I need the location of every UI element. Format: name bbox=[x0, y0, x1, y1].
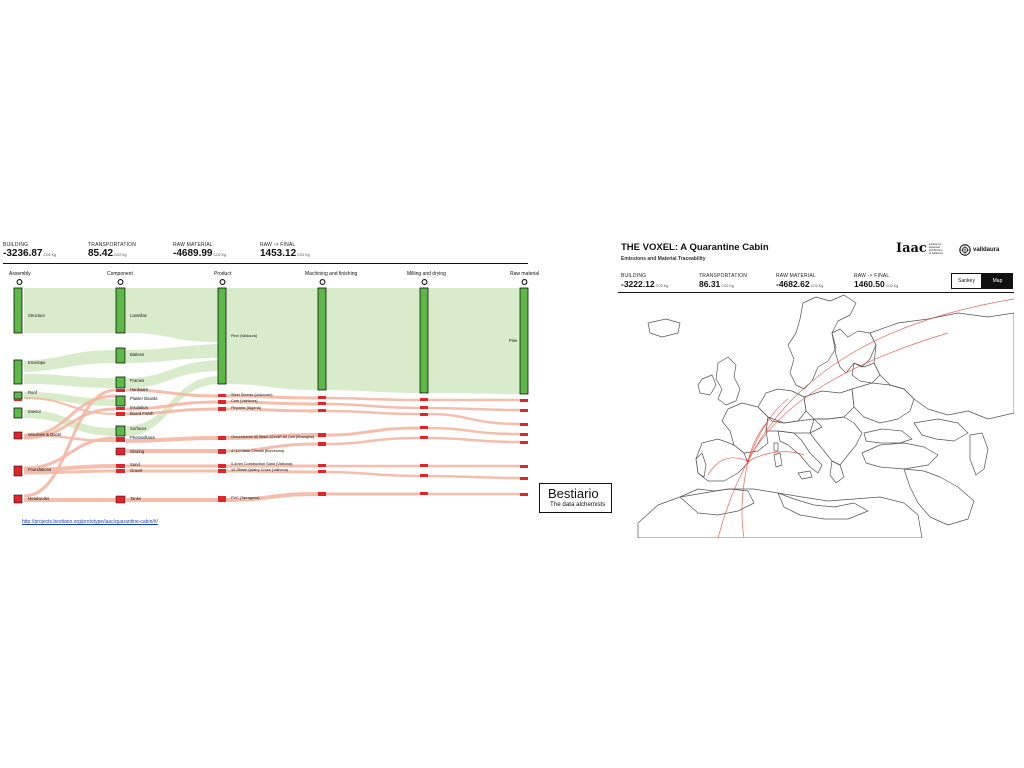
node-label-insulation[interactable]: Insulation bbox=[130, 405, 148, 410]
outline-sardinia bbox=[774, 453, 782, 467]
flow-red-40 bbox=[428, 476, 520, 478]
metric-label: RAW MATERIAL bbox=[173, 242, 213, 248]
node-bar-climalit bbox=[218, 449, 226, 454]
flow-red-28 bbox=[326, 411, 420, 414]
route-north-africa-2 bbox=[742, 461, 748, 538]
node-bar-roof bbox=[14, 392, 22, 399]
node-bar-milling-pine bbox=[420, 288, 428, 393]
metric-value: -3222.12CO2 Kg bbox=[621, 279, 669, 289]
flow-red-36 bbox=[428, 414, 520, 424]
outline-scandinavia bbox=[788, 295, 856, 389]
right-metric-raw-material bbox=[776, 273, 823, 289]
route-map[interactable] bbox=[618, 293, 1014, 538]
node-bar-milling-red-5 bbox=[420, 436, 428, 439]
machining-bars bbox=[318, 288, 326, 496]
outline-sicily bbox=[798, 471, 812, 479]
node-bar-cork bbox=[218, 400, 226, 404]
node-bar-sand bbox=[116, 464, 125, 468]
raw-bars bbox=[520, 288, 528, 496]
bestiario-logo-subtitle: The data alchemists bbox=[550, 501, 606, 508]
node-bar-gravel bbox=[116, 469, 125, 473]
flow-red-26 bbox=[326, 398, 420, 400]
node-bar-machining-red-1 bbox=[318, 396, 326, 399]
route-east-europe bbox=[748, 333, 948, 461]
outline-sweden-finland bbox=[832, 329, 876, 373]
node-bar-milling-red-7 bbox=[420, 474, 428, 477]
node-bar-plaster bbox=[116, 396, 125, 406]
node-label-interior[interactable]: Interior bbox=[28, 409, 42, 414]
node-bar-lamellas bbox=[116, 288, 125, 333]
left-panel bbox=[0, 238, 606, 538]
outline-belarus-ukraine bbox=[852, 383, 914, 423]
node-label-sand[interactable]: Sand bbox=[130, 462, 140, 467]
bestiario-logo bbox=[539, 483, 612, 513]
node-bar-photovoltaics bbox=[116, 437, 125, 442]
column-header-product[interactable]: Product bbox=[214, 271, 232, 277]
outline-baltics bbox=[852, 363, 880, 383]
outline-middle-east bbox=[904, 469, 974, 525]
node-bar-frames bbox=[116, 377, 125, 388]
outline-tunisia-libya bbox=[778, 493, 868, 519]
tab-sankey[interactable]: Sankey bbox=[951, 273, 982, 289]
node-label-pinpanix[interactable]: Pinpanix (Algeria) bbox=[231, 406, 261, 410]
node-bar-machining-red-7 bbox=[318, 470, 326, 473]
outline-north-africa bbox=[638, 489, 922, 538]
right-metric-transportation bbox=[699, 273, 747, 289]
product-bars bbox=[218, 288, 226, 502]
flow-red-35 bbox=[428, 408, 520, 410]
outline-benelux-germany bbox=[758, 389, 806, 423]
metric-value: 86.31CO2 Kg bbox=[699, 279, 734, 289]
node-label-quarry-crush[interactable]: 12-35mm Quarry Crush (Valbona) bbox=[231, 468, 289, 472]
node-bar-milling-red-3 bbox=[420, 413, 428, 416]
node-label-cork[interactable]: Cork (Valdaura) bbox=[231, 399, 258, 403]
metric-label: RAW -> FINAL bbox=[260, 242, 296, 248]
column-header-milling[interactable]: Milling and drying bbox=[407, 271, 446, 277]
node-label-roof[interactable]: Roof bbox=[28, 390, 37, 395]
node-bar-construction-sand bbox=[218, 464, 226, 468]
node-label-pvc[interactable]: PVC (Tarragona) bbox=[231, 496, 260, 500]
right-metric-raw-final bbox=[854, 273, 898, 289]
iaac-logo bbox=[896, 241, 943, 256]
valldaura-logo bbox=[959, 244, 999, 256]
node-bar-machining-pine bbox=[318, 288, 326, 390]
column-header-machining[interactable]: Machining and finishing bbox=[305, 271, 358, 277]
column-header-assembly[interactable]: Assembly bbox=[9, 271, 31, 277]
node-bar-machining-red-3 bbox=[318, 409, 326, 412]
node-bar-interior bbox=[14, 408, 22, 418]
node-bar-machining-red-4 bbox=[318, 433, 326, 437]
node-bar-surfaces bbox=[116, 426, 125, 436]
node-label-lamellas[interactable]: Lamellas bbox=[130, 313, 147, 318]
node-bar-milling-red-8 bbox=[420, 492, 428, 495]
node-bar-raw-red-2 bbox=[520, 409, 528, 412]
country-outlines bbox=[638, 295, 1014, 538]
node-bar-raw-red-4 bbox=[520, 433, 528, 436]
tab-map[interactable]: Map bbox=[982, 273, 1013, 289]
node-label-pine-valdaura[interactable]: Pine (Valdaura) bbox=[231, 334, 258, 338]
node-bar-windows bbox=[14, 432, 22, 439]
node-bar-milling-red-1 bbox=[420, 398, 428, 401]
flow-red-32 bbox=[326, 472, 420, 476]
node-bar-glazing bbox=[116, 448, 125, 455]
outline-iberia bbox=[696, 439, 748, 481]
iaac-logo-mark: Iaac bbox=[896, 241, 927, 256]
flow-red-29 bbox=[326, 428, 420, 435]
metric-label: TRANSPORTATION bbox=[699, 273, 748, 279]
node-bar-raw-red-3 bbox=[520, 423, 528, 426]
route-north-africa-1 bbox=[718, 461, 748, 538]
node-bar-raw-red-5 bbox=[520, 441, 528, 444]
node-bar-raw-red-6 bbox=[520, 465, 528, 468]
node-label-tanks[interactable]: Tanks bbox=[130, 496, 141, 501]
node-label-frames[interactable]: Frames bbox=[130, 378, 145, 383]
flow-envelope-frames bbox=[24, 374, 116, 388]
node-bar-pvc bbox=[218, 496, 226, 502]
metric-value: 85.42CO2 Kg bbox=[88, 248, 127, 259]
outline-caspian bbox=[970, 433, 988, 475]
node-bar-raw-red-1 bbox=[520, 399, 528, 402]
node-bar-metalworks bbox=[14, 495, 22, 503]
valldaura-logo-text: valldaura bbox=[973, 247, 1000, 253]
column-header-component[interactable]: Component bbox=[107, 271, 133, 277]
node-bar-pinpanix bbox=[218, 407, 226, 411]
flow-pine-machining bbox=[226, 288, 318, 390]
column-circle-assembly bbox=[17, 280, 22, 285]
metric-label: RAW -> FINAL bbox=[854, 273, 890, 279]
flow-structure-lamellas bbox=[24, 288, 116, 333]
node-label-construction-sand[interactable]: 0-4mm Construction Sand (Valbona) bbox=[231, 462, 293, 466]
outline-iceland bbox=[648, 319, 680, 337]
column-circle-component bbox=[118, 280, 123, 285]
node-label-structure[interactable]: Structure bbox=[28, 313, 45, 318]
outline-greece bbox=[830, 461, 844, 483]
sankey-diagram[interactable] bbox=[0, 238, 540, 538]
node-bar-roof-red bbox=[14, 399, 22, 401]
route-far-east bbox=[748, 299, 1014, 461]
node-bar-milling-red-4 bbox=[420, 426, 428, 429]
outline-balkans bbox=[810, 417, 862, 465]
flow-red-37 bbox=[428, 428, 520, 434]
node-label-gravel[interactable]: Gravel bbox=[130, 468, 143, 473]
node-bar-machining-red-2 bbox=[318, 402, 326, 405]
node-bar-quarry-crush bbox=[218, 469, 226, 473]
metric-value: -4682.62CO2 Kg bbox=[776, 279, 824, 289]
metric-value: 1453.12CO2 Kg bbox=[260, 248, 310, 259]
outline-turkey bbox=[862, 443, 938, 469]
node-bar-machining-red-8 bbox=[318, 492, 326, 496]
red-flows bbox=[24, 390, 520, 500]
outline-italy bbox=[778, 431, 822, 473]
flow-machining-milling bbox=[326, 288, 420, 393]
column-circle-milling bbox=[422, 280, 427, 285]
node-bar-machining-red-6 bbox=[318, 464, 326, 467]
node-label-metalworks[interactable]: Metalworks bbox=[28, 496, 50, 501]
outline-uk bbox=[716, 357, 740, 405]
outline-caucasus bbox=[914, 419, 968, 441]
metric-value: -3236.87CO2 Kg bbox=[3, 248, 56, 259]
prototype-link[interactable]: http://projects.bestiario.org/prototype/iaac/quarantine-cabin/#/ bbox=[22, 519, 158, 525]
node-bar-board bbox=[116, 412, 125, 416]
iaac-logo-text: institute for advanced architecture of Catalonia bbox=[928, 242, 943, 255]
node-label-raw-pine[interactable]: Pine bbox=[509, 338, 518, 343]
flow-milling-raw bbox=[428, 288, 520, 394]
node-label-plaster-boards[interactable]: Plaster Boards bbox=[130, 396, 158, 401]
outline-corsica bbox=[774, 443, 778, 451]
node-bar-foundations bbox=[14, 466, 22, 476]
metric-label: RAW MATERIAL bbox=[776, 273, 816, 279]
route-italy bbox=[748, 452, 804, 461]
node-bar-steel-screws bbox=[218, 394, 226, 397]
outline-russia bbox=[870, 313, 1014, 419]
column-circle-raw bbox=[522, 280, 527, 285]
node-bar-tanks bbox=[116, 496, 125, 503]
node-bar-battens bbox=[116, 348, 125, 363]
node-bar-insulation bbox=[116, 407, 125, 410]
node-label-windows-doors[interactable]: Windows & Doors bbox=[28, 432, 62, 437]
node-label-foundations[interactable]: Foundations bbox=[28, 467, 52, 472]
node-label-surfaces[interactable]: Surfaces bbox=[130, 426, 147, 431]
node-label-steel-screws[interactable]: Steel Screws (Unknown) bbox=[231, 393, 273, 397]
node-bar-pine-valdaura bbox=[218, 288, 226, 384]
milling-bars bbox=[420, 288, 428, 495]
node-bar-raw-pine bbox=[520, 288, 528, 394]
flow-red-38 bbox=[428, 438, 520, 442]
node-label-climalit[interactable]: 4+12+4mm Climalit (Barcelona) bbox=[231, 449, 285, 453]
column-circles bbox=[17, 280, 527, 285]
node-bar-milling-red-2 bbox=[420, 406, 428, 409]
node-label-groundstone[interactable]: Groundstone All Black 32V/4P 60 Cell (Shanghai) bbox=[231, 435, 315, 439]
flow-red-30 bbox=[326, 438, 420, 444]
node-bar-machining-red-5 bbox=[318, 442, 326, 446]
node-label-board-finish[interactable]: Board Finish bbox=[130, 411, 154, 416]
metric-value: -4689.99CO2 Kg bbox=[173, 248, 226, 259]
node-label-battens[interactable]: Battens bbox=[130, 352, 145, 357]
page-title: THE VOXEL: A Quarantine Cabin bbox=[621, 242, 769, 253]
node-label-photovoltaics[interactable]: Photovoltaics bbox=[130, 435, 155, 440]
outline-black-sea bbox=[864, 429, 912, 443]
column-circle-machining bbox=[320, 280, 325, 285]
component-bars bbox=[116, 288, 125, 503]
node-bar-raw-red-7 bbox=[520, 477, 528, 480]
node-label-hardware[interactable]: Hardware bbox=[130, 387, 149, 392]
metric-value: 1460.50CO2 Kg bbox=[854, 279, 899, 289]
flow-red-27 bbox=[326, 404, 420, 408]
right-panel bbox=[618, 238, 1018, 538]
right-metric-building bbox=[621, 273, 668, 289]
valldaura-emblem-icon bbox=[959, 244, 971, 256]
column-circle-product bbox=[220, 280, 225, 285]
node-bar-groundstone bbox=[218, 436, 226, 440]
node-bar-milling-red-6 bbox=[420, 464, 428, 467]
cabin-location-marker bbox=[746, 459, 749, 462]
node-bar-raw-red-8 bbox=[520, 493, 528, 496]
outline-portugal bbox=[696, 453, 706, 477]
node-label-glazing[interactable]: Glazing bbox=[130, 449, 145, 454]
page-subtitle: Emissions and Material Traceability bbox=[621, 256, 706, 262]
metric-label: BUILDING bbox=[621, 273, 647, 279]
node-bar-envelope bbox=[14, 360, 22, 384]
node-bar-structure bbox=[14, 288, 22, 333]
outline-ireland bbox=[698, 375, 716, 395]
node-label-envelope[interactable]: Envelope bbox=[28, 360, 46, 365]
node-bar-hardware bbox=[116, 389, 125, 392]
metric-label: TRANSPORTATION bbox=[88, 242, 137, 248]
bestiario-logo-title: Bestiario bbox=[548, 486, 599, 501]
metric-label: BUILDING bbox=[3, 242, 29, 248]
assembly-bars bbox=[14, 288, 22, 503]
column-header-raw-material[interactable]: Raw material bbox=[510, 271, 540, 277]
